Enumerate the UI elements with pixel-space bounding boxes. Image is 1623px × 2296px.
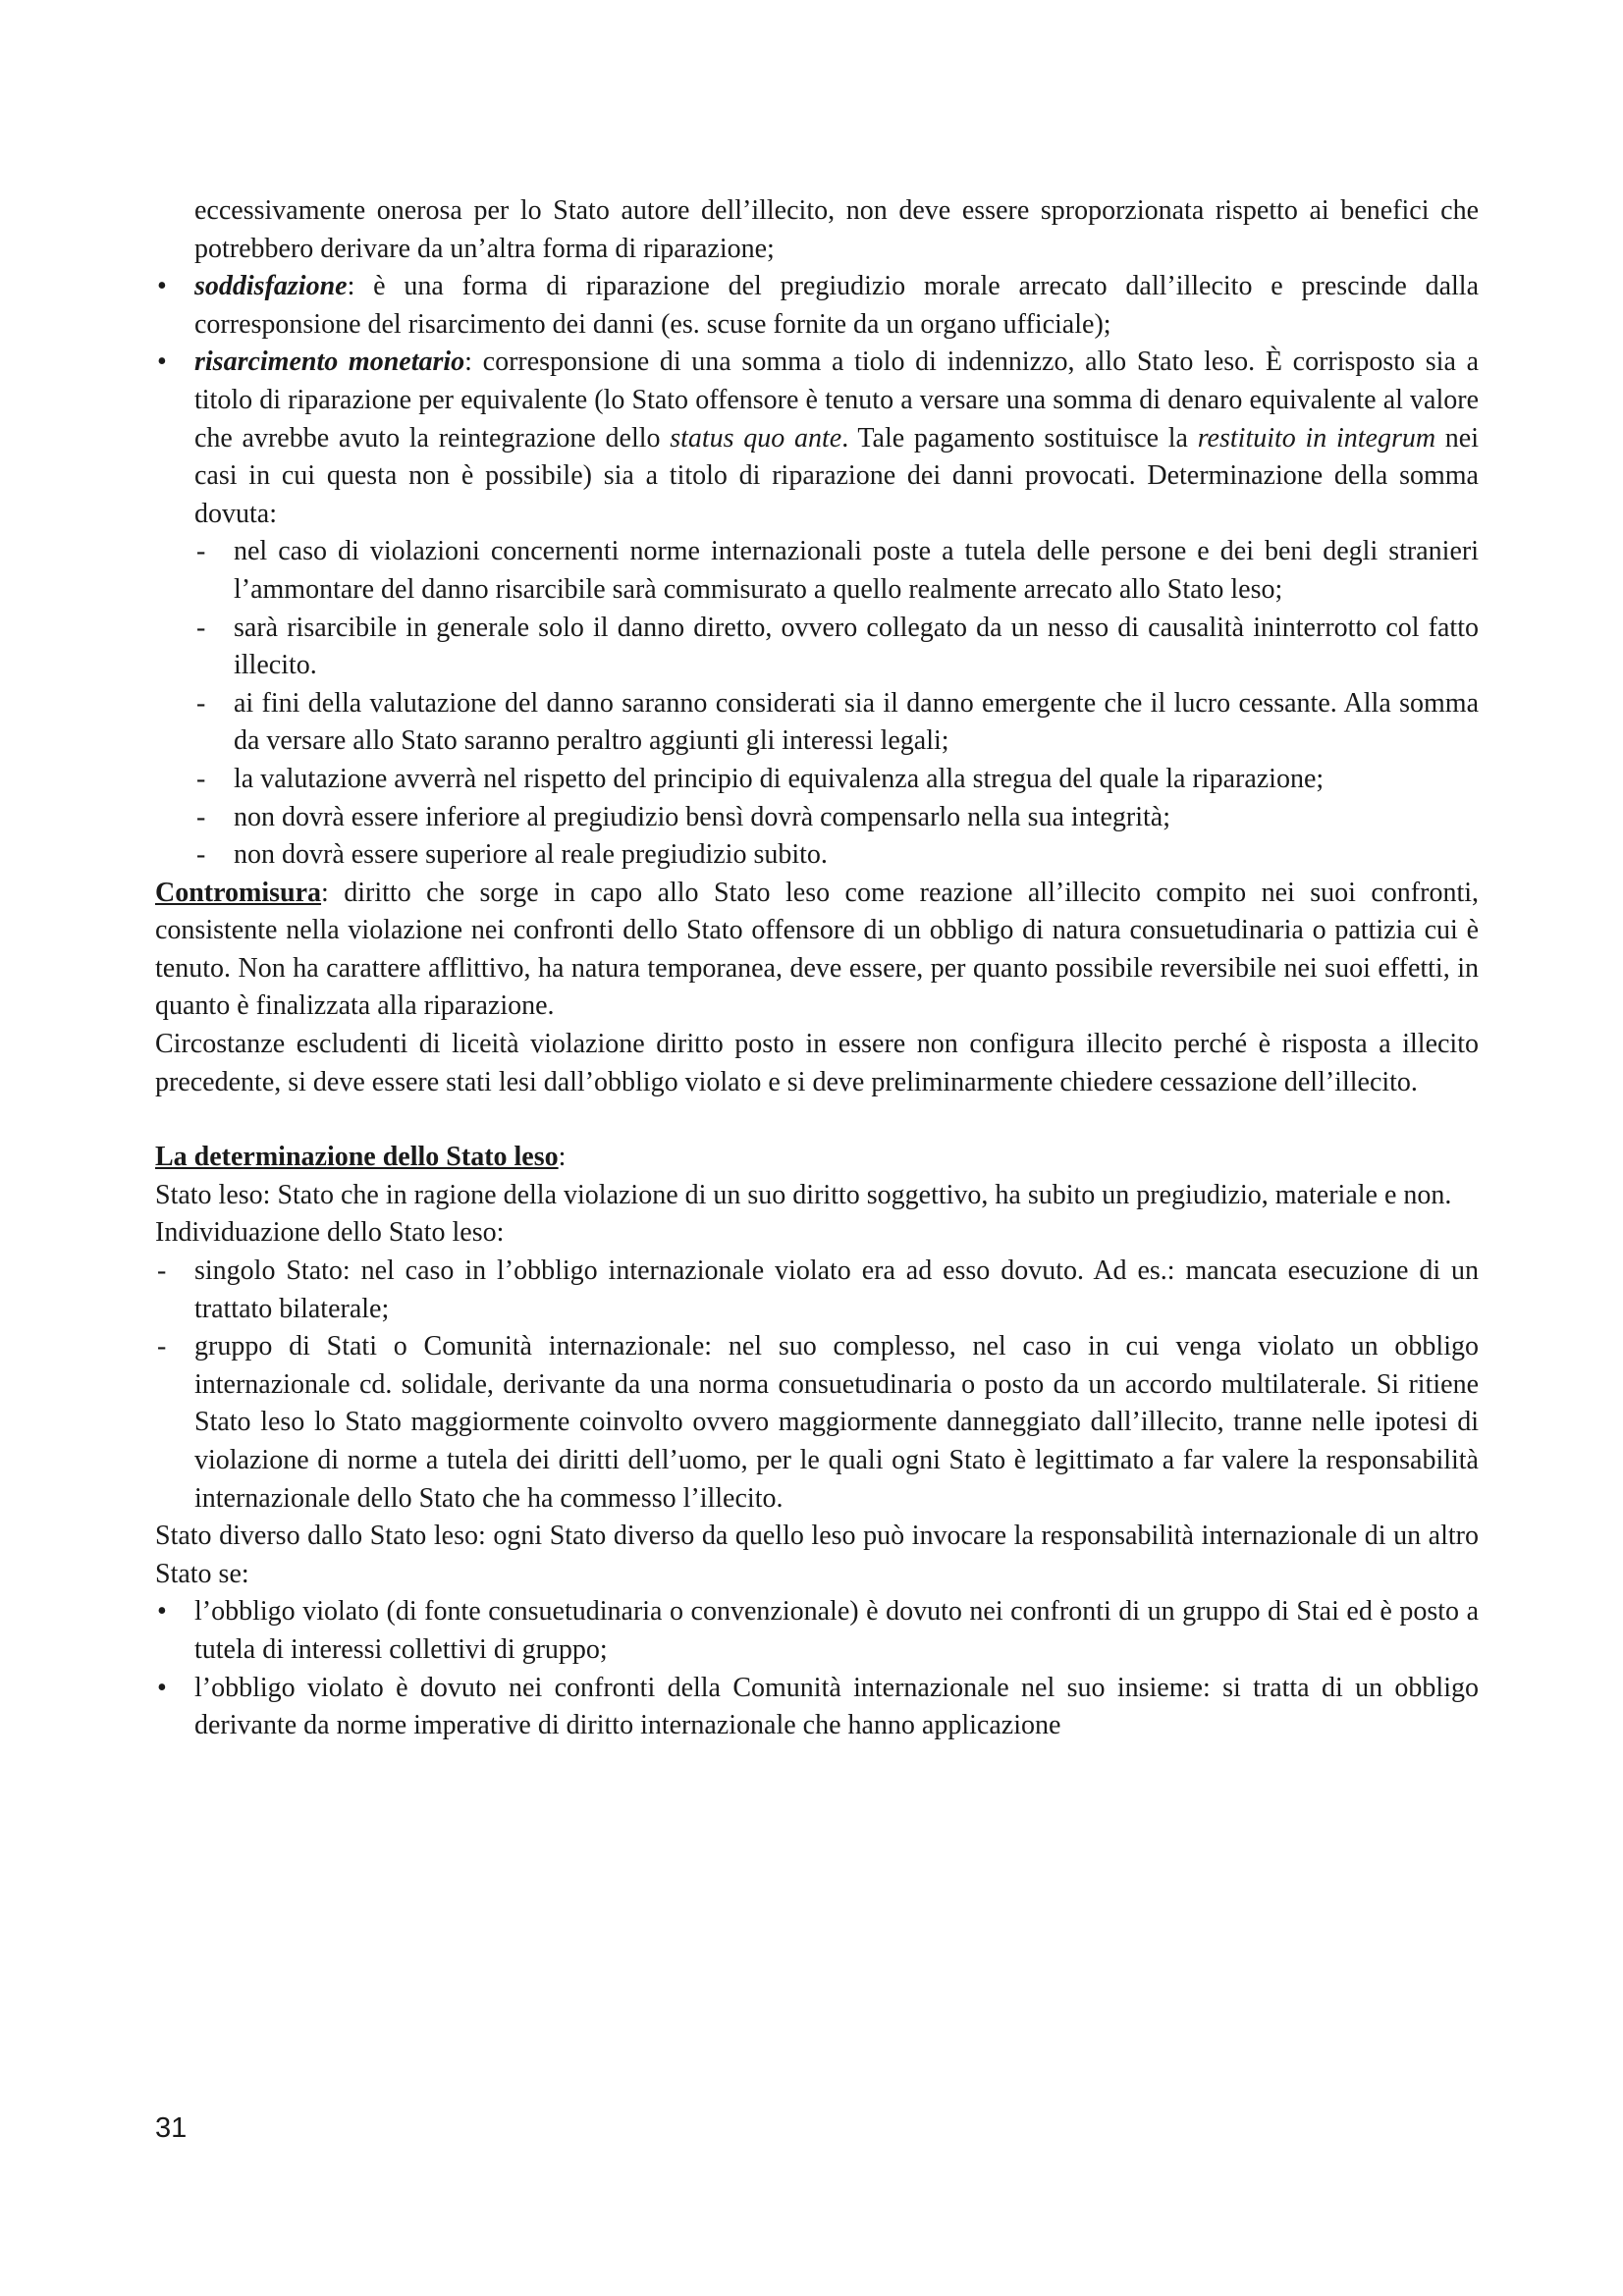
dash-text: ai fini della valutazione del danno saranno considerati sia il danno emergente che il lucro cessante. Alla somma da versare allo Stato saranno peraltro aggiunti gli interessi legali; (234, 687, 1479, 757)
heading-text: La determinazione dello Stato leso (155, 1142, 559, 1173)
paragraph-text: : diritto che sorge in capo allo Stato leso come reazione all’illecito compito nei suoi confronti, consistente nella violazione nei confronti dello Stato offensore di un obbligo di natura consuetudinaria o pattizia cui è tenuto. Non ha carattere afflittivo, ha natura temporanea, deve essere, per quanto possibile reversibile nei suoi effetti, in quanto è finalizzata alla riparazione. (155, 877, 1479, 1022)
dash-item (155, 1328, 1479, 1518)
bullet-marker: • (157, 1672, 167, 1703)
bullet-text: nei casi in cui questa non è possibile) sia a titolo di riparazione dei danni provocati. Determinazione della somma dovuta: (194, 422, 1479, 529)
dash-item (155, 610, 1479, 685)
dash-marker: - (196, 801, 206, 832)
bullet-item (155, 1593, 1479, 1669)
bullet-item (155, 1670, 1479, 1745)
paragraph-stato-diverso: Stato diverso dallo Stato leso: ogni Stato diverso da quello leso può invocare la responsabilità internazionale di un altro Stato se: (155, 1521, 1479, 1589)
dash-item (155, 1253, 1479, 1328)
heading-colon: : (558, 1142, 567, 1173)
term-risarcimento-monetario: risarcimento monetario (194, 347, 465, 378)
paragraph-contromisura (155, 875, 1479, 1026)
bullet-text: . Tale pagamento sostituisce la (841, 422, 1198, 454)
dash-text: la valutazione avverrà nel rispetto del principio di equivalenza alla stregua del quale la riparazione; (234, 763, 1325, 794)
bullet-text: l’obbligo violato (di fonte consuetudinaria o convenzionale) è dovuto nei confronti di un gruppo di Stai ed è posto a tutela di interessi collettivi di gruppo; (194, 1596, 1479, 1665)
bullet-item-soddisfazione (155, 268, 1479, 344)
dash-marker: - (196, 612, 206, 643)
dash-marker: - (196, 687, 206, 719)
dash-item (155, 533, 1479, 609)
bullet-marker: • (157, 271, 167, 302)
dash-text: gruppo di Stati o Comunità internazionale: nel suo complesso, nel caso in cui venga violato un obbligo internazionale cd. solidale, derivante da una norma consuetudinaria o posto da un accordo multilaterale. Si ritiene Stato leso lo Stato maggiormente coinvolto ovvero maggiormente danneggiato dall’illecito, tranne nelle ipotesi di violazione di norme a tutela dei diritti dell’uomo, per le quali ogni Stato è legittimato a far valere la responsabilità internazionale dello Stato che ha commesso l’illecito. (194, 1331, 1479, 1514)
bullet-text: : corresponsione di una somma a tiolo di indennizzo, allo Stato leso. È corrisposto sia a titolo di riparazione per equivalente (lo Stato offensore è tenuto a versare una somma di denaro equivalente al valore che avrebbe avuto la reintegrazione dello (194, 347, 1479, 454)
dash-marker: - (196, 763, 206, 794)
italic-status-quo-ante: status quo ante (670, 422, 842, 454)
dash-marker: - (157, 1331, 167, 1362)
dash-marker: - (196, 839, 206, 871)
bullet-item-risarcimento (155, 344, 1479, 533)
italic-restituito-in-integrum: restituito in integrum (1197, 422, 1436, 454)
blank-line (155, 1101, 1479, 1139)
section-heading (155, 1139, 1479, 1177)
paragraph-circostanze: Circostanze escludenti di liceità violazione diritto posto in essere non configura illecito perché è risposta a illecito precedente, si deve essere stati lesi dall’obbligo violato e si deve preliminarmente chiedere cessazione dell’illecito. (155, 1029, 1479, 1097)
dash-item (155, 685, 1479, 761)
paragraph-stato-leso: Stato leso: Stato che in ragione della violazione di un suo diritto soggettivo, ha subito un pregiudizio, materiale e non. (155, 1179, 1452, 1210)
dash-marker: - (157, 1255, 167, 1287)
paragraph-individuazione: Individuazione dello Stato leso: (155, 1217, 505, 1249)
dash-item (155, 836, 1479, 875)
bullet-marker: • (157, 1596, 167, 1628)
page-body (155, 192, 1479, 1745)
dash-marker: - (196, 536, 206, 567)
term-soddisfazione: soddisfazione (194, 271, 348, 302)
bullet-marker: • (157, 347, 167, 378)
bullet-text: : è una forma di riparazione del pregiudizio morale arrecato dall’illecito e prescinde dalla corresponsione del risarcimento dei danni (es. scuse fornite da un organo ufficiale); (194, 271, 1479, 340)
dash-text: nel caso di violazioni concernenti norme internazionali poste a tutela delle persone e dei beni degli stranieri l’ammontare del danno risarcibile sarà commisurato a quello realmente arrecato allo Stato leso; (234, 536, 1479, 605)
dash-text: singolo Stato: nel caso in l’obbligo internazionale violato era ad esso dovuto. Ad es.: mancata esecuzione di un trattato bilaterale; (194, 1255, 1479, 1324)
dash-text: non dovrà essere inferiore al pregiudizio bensì dovrà compensarlo nella sua integrità; (234, 801, 1170, 832)
dash-item (155, 761, 1479, 799)
page-number: 31 (155, 2112, 188, 2144)
dash-item (155, 799, 1479, 837)
term-contromisura: Contromisura (155, 877, 322, 908)
continued-paragraph: eccessivamente onerosa per lo Stato autore dell’illecito, non deve essere sproporzionata rispetto ai benefici che potrebbero derivare da un’altra forma di riparazione; (194, 195, 1479, 264)
dash-text: sarà risarcibile in generale solo il danno diretto, ovvero collegato da un nesso di causalità ininterrotto col fatto illecito. (234, 612, 1479, 681)
dash-text: non dovrà essere superiore al reale pregiudizio subito. (234, 839, 828, 871)
bullet-text: l’obbligo violato è dovuto nei confronti della Comunità internazionale nel suo insieme: si tratta di un obbligo derivante da norme imperative di diritto internazionale che hanno applicazione (194, 1672, 1479, 1741)
